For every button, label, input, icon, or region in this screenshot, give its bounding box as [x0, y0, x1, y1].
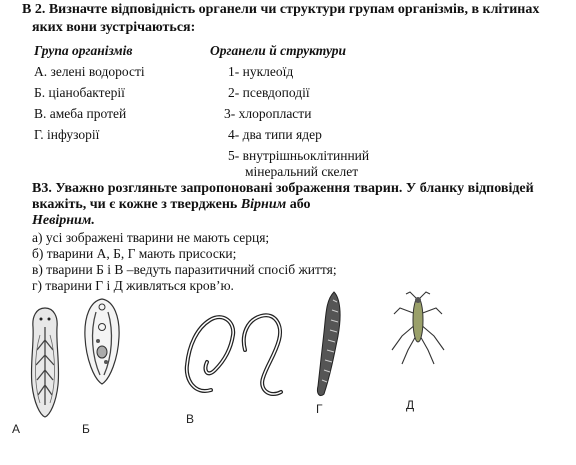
figure-label-a: А — [12, 422, 21, 436]
fluke-drawing — [80, 297, 125, 387]
task-b3-word-true: Вірним — [240, 197, 287, 212]
planarian-drawing — [20, 305, 70, 420]
task-b3-word-false: Невірним. — [32, 213, 95, 228]
group-item: Г. інфузорії — [34, 127, 100, 142]
roundworm-drawing — [175, 310, 290, 405]
figure-label-v: В — [186, 412, 195, 426]
task-b3-line2-suffix: або — [286, 197, 311, 212]
figure-label-b: Б — [82, 422, 90, 436]
statement-item: в) тварини Б і В –ведуть паразитичний спосіб життя; — [32, 262, 337, 277]
statement-item: б) тварини А, Б, Г мають присоски; — [32, 246, 237, 261]
task-b3-line2-prefix: вкажіть, чи є кожне з тверджень — [32, 197, 241, 212]
statement-item: г) тварини Г і Д живляться кров’ю. — [32, 278, 234, 293]
structure-item: 4- два типи ядер — [228, 127, 322, 142]
statement-item: а) усі зображені тварини не мають серця; — [32, 230, 270, 245]
group-item: А. зелені водорості — [34, 64, 145, 79]
col-header-groups: Група організмів — [34, 43, 133, 58]
task-b3-line1: В3. Уважно розгляньте запропоновані зображення тварин. У бланку відповідей — [32, 181, 534, 196]
structure-item: 3- хлоропласти — [224, 106, 312, 121]
structure-item-continuation: мінеральний скелет — [245, 164, 359, 179]
task-b2-heading-line1: В 2. Визначте відповідність органели чи структури групам організмів, в клітинах — [22, 2, 540, 17]
figure-label-d: Д — [406, 398, 415, 412]
col-header-structures: Органели й структури — [210, 43, 347, 58]
structure-item: 2- псевдоподії — [228, 85, 310, 100]
task-b3-line2 — [32, 197, 311, 213]
water-strider-drawing — [388, 290, 448, 365]
structure-item: 1- нуклеоїд — [228, 64, 294, 79]
task-b2-heading-line2: яких вони зустрічаються: — [32, 20, 196, 35]
group-item: В. амеба протей — [34, 106, 127, 121]
group-item: Б. ціанобактерії — [34, 85, 125, 100]
structure-item: 5- внутрішньоклітинний — [228, 148, 370, 163]
figure-label-g: Г — [316, 402, 323, 416]
leech-drawing — [310, 290, 350, 400]
